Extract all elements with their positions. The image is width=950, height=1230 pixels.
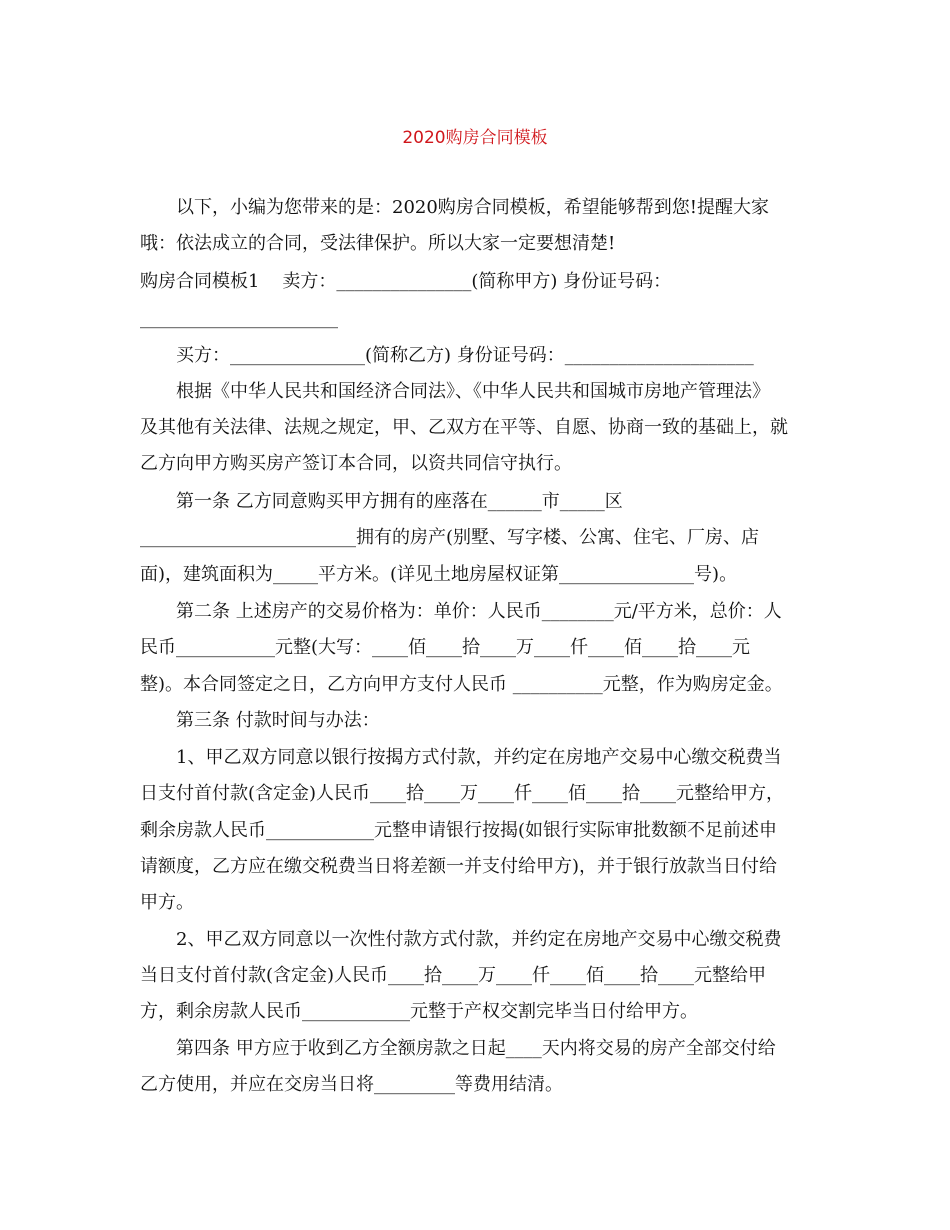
article-1-line-3: 面)，建筑面积为_____平方米。(详见土地房屋权证第_______________号)。: [140, 564, 738, 585]
article-3-heading: 第三条 付款时间与办法：: [176, 710, 380, 731]
basis-line-1: 根据《中华人民共和国经济合同法》、《中华人民共和国城市房地产管理法》: [176, 381, 770, 402]
seller-id-blank: ______________________: [140, 308, 338, 329]
article-4-line-2: 乙方使用，并应在交房当日将_________等费用结清。: [140, 1074, 563, 1095]
article-2-line-3: 整)。本合同签定之日，乙方向甲方支付人民币 __________元整，作为购房定金。: [140, 674, 783, 695]
article-3-item-2-line-1: 2、甲乙双方同意以一次性付款方式付款，并约定在房地产交易中心缴交税费: [176, 929, 782, 950]
article-3-item-1-line-2: 日支付首付款(含定金)人民币____拾____万____仟____佰____拾____元整给甲方，: [140, 783, 785, 804]
article-4-line-1: 第四条 甲方应于收到乙方全额房款之日起____天内将交易的房产全部交付给: [176, 1038, 776, 1059]
article-3-item-2-line-2: 当日支付首付款(含定金)人民币____拾____万____仟____佰____拾____元整给甲: [140, 965, 767, 986]
intro-line-2: 哦：依法成立的合同，受法律保护。所以大家一定要想清楚!: [140, 233, 616, 254]
article-3-item-1-line-4: 请额度，乙方应在缴交税费当日将差额一并支付给甲方)，并于银行放款当日付给: [140, 856, 778, 877]
article-3-item-1-line-5: 甲方。: [140, 892, 194, 913]
article-3-item-1-line-1: 1、甲乙双方同意以银行按揭方式付款，并约定在房地产交易中心缴交税费当: [176, 747, 782, 768]
basis-line-2: 及其他有关法律、法规之规定，甲、乙双方在平等、自愿、协商一致的基础上，就: [140, 417, 788, 438]
document-title: 2020购房合同模板: [402, 128, 548, 148]
template-seller-line: 购房合同模板1 卖方：_______________(简称甲方) 身份证号码：: [140, 271, 672, 292]
article-3-item-2-line-3: 方，剩余房款人民币____________元整于产权交割完毕当日付给甲方。: [140, 1001, 698, 1022]
article-2-line-1: 第二条 上述房产的交易价格为：单价：人民币________元/平方米，总价：人: [176, 601, 782, 622]
article-1-line-2: ________________________拥有的房产(别墅、写字楼、公寓、住宅、厂房、店: [140, 527, 760, 548]
article-3-item-1-line-3: 剩余房款人民币____________元整申请银行按揭(如银行实际审批数额不足前述申: [140, 820, 778, 841]
article-2-line-2: 民币___________元整(大写：____佰____拾____万____仟____佰____拾____元: [140, 637, 751, 658]
basis-line-3: 乙方向甲方购买房产签订本合同，以资共同信守执行。: [140, 453, 572, 474]
article-1-line-1: 第一条 乙方同意购买甲方拥有的座落在______市_____区: [176, 491, 623, 512]
intro-line-1: 以下，小编为您带来的是：2020购房合同模板，希望能够帮到您!提醒大家: [176, 197, 770, 218]
buyer-line: 买方：_______________(简称乙方) 身份证号码：_____________________: [176, 345, 754, 366]
